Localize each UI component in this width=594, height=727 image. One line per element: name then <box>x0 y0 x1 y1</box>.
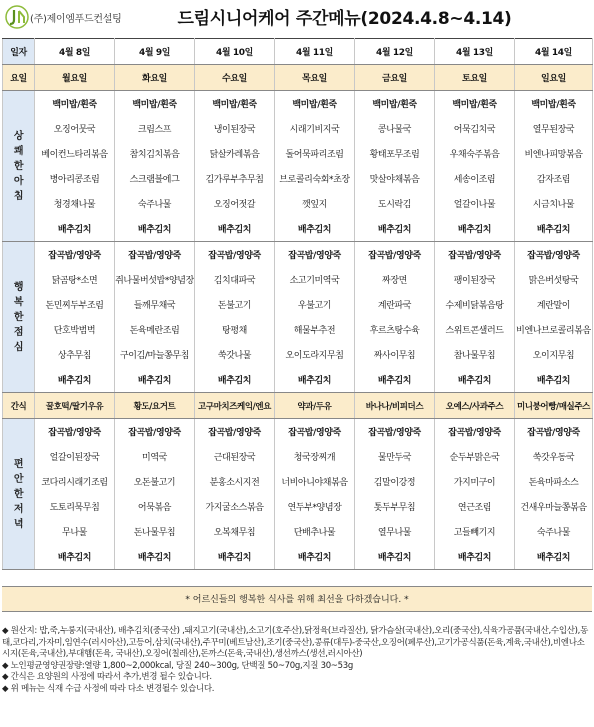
menu-item: 오이도라지무침 <box>275 342 355 367</box>
page-title: 드림시니어케어 주간메뉴(2024.4.8~4.14) <box>177 9 512 29</box>
menu-item: 배추김치 <box>435 544 515 570</box>
menu-item: 잡곡밥/영양죽 <box>435 242 515 268</box>
menu-item: 열무된장국 <box>515 116 593 141</box>
weekday-cell: 수요일 <box>195 65 275 91</box>
menu-item: 톳두부무침 <box>355 494 435 519</box>
menu-item: 가지미구이 <box>435 469 515 494</box>
menu-item: 청국장찌개 <box>275 444 355 469</box>
menu-item: 돈민찌두부조림 <box>35 292 115 317</box>
menu-item: 소고기미역국 <box>275 267 355 292</box>
menu-item: 청경채나물 <box>35 191 115 216</box>
snack-cell: 꿀호떡/딸기우유 <box>35 393 115 419</box>
menu-item: 잡곡밥/영양죽 <box>515 242 593 268</box>
menu-item: 비엔나브로콜리볶음 <box>515 317 593 342</box>
menu-item: 냉이된장국 <box>195 116 275 141</box>
footer-line: ◆ 간식은 요양원의 사정에 따라서 추가,변경 될수 있습니다. <box>2 672 212 682</box>
menu-item: 배추김치 <box>275 367 355 393</box>
menu-item: 잡곡밥/영양죽 <box>35 419 115 445</box>
menu-item: 얼갈이나물 <box>435 191 515 216</box>
menu-item: 구이김/마늘쫑무침 <box>115 342 195 367</box>
menu-item: 닭살카레볶음 <box>195 141 275 166</box>
menu-item: 잡곡밥/영양죽 <box>115 242 195 268</box>
menu-item: 너비아니야채볶음 <box>275 469 355 494</box>
menu-item: 배추김치 <box>115 544 195 570</box>
menu-item: 배추김치 <box>35 367 115 393</box>
menu-item: 무나물 <box>35 519 115 544</box>
date-cell: 4월 11일 <box>275 39 355 65</box>
menu-item: 연두부*양념장 <box>275 494 355 519</box>
menu-item: 수제비닭볶음탕 <box>435 292 515 317</box>
breakfast-row <box>3 116 593 141</box>
lunch-row <box>3 242 593 268</box>
menu-item: 단배추나물 <box>275 519 355 544</box>
menu-item: 팽이된장국 <box>435 267 515 292</box>
menu-item: 배추김치 <box>515 544 593 570</box>
menu-item: 백미밥/흰죽 <box>435 91 515 117</box>
menu-item: 배추김치 <box>115 367 195 393</box>
menu-item: 배추김치 <box>35 216 115 242</box>
menu-item: 베이컨느타리볶음 <box>35 141 115 166</box>
menu-item: 오돈불고기 <box>115 469 195 494</box>
menu-item: 숙주나물 <box>115 191 195 216</box>
menu-item: 김말이강정 <box>355 469 435 494</box>
breakfast-row <box>3 216 593 242</box>
menu-item: 배추김치 <box>275 216 355 242</box>
menu-item: 코다리시래기조림 <box>35 469 115 494</box>
notice-banner: * 어르신들의 행복한 식사를 위해 최선을 다하겠습니다. * <box>2 586 592 612</box>
menu-item: 배추김치 <box>195 216 275 242</box>
menu-item: 쑥갓우동국 <box>515 444 593 469</box>
menu-item: 돌어묵파리조림 <box>275 141 355 166</box>
menu-item: 돈육메란조림 <box>115 317 195 342</box>
menu-item: 세송이조림 <box>435 166 515 191</box>
menu-item: 미역국 <box>115 444 195 469</box>
menu-item: 잡곡밥/영양죽 <box>195 242 275 268</box>
menu-item: 어묵볶음 <box>115 494 195 519</box>
menu-item: 잡곡밥/영양죽 <box>35 242 115 268</box>
menu-item: 김치대파국 <box>195 267 275 292</box>
menu-item: 잡곡밥/영양죽 <box>355 419 435 445</box>
menu-item: 짜장면 <box>355 267 435 292</box>
menu-item: 쑥갓나물 <box>195 342 275 367</box>
snack-cell: 미니붕어빵/매실주스 <box>515 393 593 419</box>
menu-item: 배추김치 <box>275 544 355 570</box>
snack-row <box>3 393 593 419</box>
menu-item: 어묵김치국 <box>435 116 515 141</box>
menu-item: 쥐나물버섯밥*양념장 <box>115 267 195 292</box>
date-label: 일자 <box>3 39 35 65</box>
snack-label: 간식 <box>3 393 35 419</box>
menu-item: 백미밥/흰죽 <box>115 91 195 117</box>
menu-item: 스크램블에그 <box>115 166 195 191</box>
menu-item: 배추김치 <box>195 367 275 393</box>
weekday-cell: 목요일 <box>275 65 355 91</box>
menu-item: 배추김치 <box>355 544 435 570</box>
menu-item: 스위트콘샐러드 <box>435 317 515 342</box>
date-cell: 4월 13일 <box>435 39 515 65</box>
snack-cell: 오예스/사과주스 <box>435 393 515 419</box>
menu-item: 고들빼기지 <box>435 519 515 544</box>
snack-cell: 고구마치즈케익/엔요 <box>195 393 275 419</box>
date-cell: 4월 9일 <box>115 39 195 65</box>
lunch-row <box>3 317 593 342</box>
footer-notes <box>2 626 588 695</box>
menu-item: 브로콜리숙회*초장 <box>275 166 355 191</box>
menu-item: 닭곰탕*소면 <box>35 267 115 292</box>
breakfast-row <box>3 91 593 117</box>
menu-item: 김가루부추무침 <box>195 166 275 191</box>
menu-item: 배추김치 <box>355 216 435 242</box>
lunch-row <box>3 267 593 292</box>
menu-item: 도토리묵무침 <box>35 494 115 519</box>
weekday-cell: 금요일 <box>355 65 435 91</box>
weekday-cell: 토요일 <box>435 65 515 91</box>
menu-item: 배추김치 <box>515 367 593 393</box>
menu-item: 배추김치 <box>435 216 515 242</box>
lunch-label: 행 복 한 점 심 <box>3 242 35 393</box>
menu-item: 잡곡밥/영양죽 <box>275 419 355 445</box>
snack-cell: 약과/두유 <box>275 393 355 419</box>
menu-item: 들깨무채국 <box>115 292 195 317</box>
date-row <box>3 39 593 65</box>
dinner-label: 편 안 한 저 녁 <box>3 419 35 570</box>
weekday-cell: 일요일 <box>515 65 593 91</box>
lunch-row <box>3 292 593 317</box>
dinner-row <box>3 469 593 494</box>
menu-item: 참치김치볶음 <box>115 141 195 166</box>
menu-item: 오징어젓갈 <box>195 191 275 216</box>
menu-item: 감자조림 <box>515 166 593 191</box>
menu-item: 백미밥/흰죽 <box>515 91 593 117</box>
menu-item: 가지굴소스볶음 <box>195 494 275 519</box>
menu-item: 병아리콩조림 <box>35 166 115 191</box>
menu-item: 돈나물무침 <box>115 519 195 544</box>
menu-item: 오복채무침 <box>195 519 275 544</box>
menu-item: 백미밥/흰죽 <box>35 91 115 117</box>
menu-item: 배추김치 <box>355 367 435 393</box>
menu-item: 시금치나물 <box>515 191 593 216</box>
menu-item: 얼갈이된장국 <box>35 444 115 469</box>
menu-item: 우채숙주볶음 <box>435 141 515 166</box>
dinner-row <box>3 544 593 570</box>
menu-item: 백미밥/흰죽 <box>355 91 435 117</box>
day-label: 요일 <box>3 65 35 91</box>
menu-item: 잡곡밥/영양죽 <box>115 419 195 445</box>
weekday-row <box>3 65 593 91</box>
menu-item: 배추김치 <box>35 544 115 570</box>
footer-line: ◆ 노인평균영양권장량:열량 1,800~2,000kcal, 당질 240~300g, 단백질 50~70g,지질 30~53g <box>2 660 353 671</box>
breakfast-row <box>3 141 593 166</box>
page-header <box>0 0 594 32</box>
menu-item: 깻잎지 <box>275 191 355 216</box>
menu-item: 물만두국 <box>355 444 435 469</box>
menu-item: 맛살야채볶음 <box>355 166 435 191</box>
date-cell: 4월 8일 <box>35 39 115 65</box>
menu-item: 단호박범벅 <box>35 317 115 342</box>
snack-cell: 바나나/비피더스 <box>355 393 435 419</box>
date-cell: 4월 14일 <box>515 39 593 65</box>
menu-item: 돈육마파소스 <box>515 469 593 494</box>
date-cell: 4월 10일 <box>195 39 275 65</box>
menu-item: 크림스프 <box>115 116 195 141</box>
menu-item: 해물부추전 <box>275 317 355 342</box>
menu-item: 잡곡밥/영양죽 <box>195 419 275 445</box>
menu-item: 콩나물국 <box>355 116 435 141</box>
menu-item: 건새우마늘쫑볶음 <box>515 494 593 519</box>
menu-item: 배추김치 <box>195 544 275 570</box>
snack-cell: 황도/요거트 <box>115 393 195 419</box>
dinner-row <box>3 519 593 544</box>
menu-item: 탕평채 <box>195 317 275 342</box>
menu-item: 짜사이무침 <box>355 342 435 367</box>
dinner-row <box>3 444 593 469</box>
lunch-row <box>3 367 593 393</box>
menu-item: 후르츠탕수육 <box>355 317 435 342</box>
menu-item: 오징어뭇국 <box>35 116 115 141</box>
breakfast-label: 상 쾌 한 아 침 <box>3 91 35 242</box>
menu-item: 백미밥/흰죽 <box>275 91 355 117</box>
weekday-cell: 화요일 <box>115 65 195 91</box>
company-name: (주)제이엠푸드컨설팅 <box>30 14 122 25</box>
breakfast-row <box>3 166 593 191</box>
menu-item: 배추김치 <box>115 216 195 242</box>
menu-item: 잡곡밥/영양죽 <box>435 419 515 445</box>
menu-item: 시래기비지국 <box>275 116 355 141</box>
menu-item: 잡곡밥/영양죽 <box>275 242 355 268</box>
menu-item: 연근조림 <box>435 494 515 519</box>
menu-item: 참나물무침 <box>435 342 515 367</box>
weekday-cell: 월요일 <box>35 65 115 91</box>
menu-item: 배추김치 <box>515 216 593 242</box>
menu-item: 잡곡밥/영양죽 <box>355 242 435 268</box>
footer-line: ◆ 원산지: 밥,죽,누룽지(국내산), 배추김치(중국산) ,돼지고기(국내산),소고기(호주산),닭정육(브라질산), 닭가슴살(국내산),오리(중국산),식육가공품(국내산,수입산),동태,코다리,가자미,임연수(러시아산),고등어,삼치(국내산),주꾸미(베트남산),조기(중국산),콩류(대두)-중국산,오징어(페루산),고기가공식품(돈육,계육,국내산),비엔나소시지(돈육,국내산),부대햄(돈육, 국내산),오징어(칠레산),돈까스(돈육,국내산),생선까스(생선,러시아산) <box>2 626 588 659</box>
menu-item: 숙주나물 <box>515 519 593 544</box>
menu-item: 상추무침 <box>35 342 115 367</box>
menu-item: 순두부맑은국 <box>435 444 515 469</box>
menu-item: 계란파국 <box>355 292 435 317</box>
menu-item: 배추김치 <box>435 367 515 393</box>
menu-item: 오이지무침 <box>515 342 593 367</box>
menu-item: 백미밥/흰죽 <box>195 91 275 117</box>
menu-item: 우불고기 <box>275 292 355 317</box>
menu-item: 맑은버섯탕국 <box>515 267 593 292</box>
menu-item: 근대된장국 <box>195 444 275 469</box>
dinner-row <box>3 494 593 519</box>
lunch-row <box>3 342 593 367</box>
menu-item: 황태포무조림 <box>355 141 435 166</box>
menu-item: 분홍소시지전 <box>195 469 275 494</box>
menu-item: 열무나물 <box>355 519 435 544</box>
date-cell: 4월 12일 <box>355 39 435 65</box>
menu-item: 비엔나피망볶음 <box>515 141 593 166</box>
menu-item: 돈불고기 <box>195 292 275 317</box>
menu-item: 도시락김 <box>355 191 435 216</box>
breakfast-row <box>3 191 593 216</box>
menu-item: 계란말이 <box>515 292 593 317</box>
menu-item: 잡곡밥/영양죽 <box>515 419 593 445</box>
footer-line: ◆ 위 메뉴는 식재 수급 사정에 따라 다소 변경될수 있습니다. <box>2 683 215 694</box>
weekly-menu-table <box>2 38 593 570</box>
dinner-row <box>3 419 593 445</box>
